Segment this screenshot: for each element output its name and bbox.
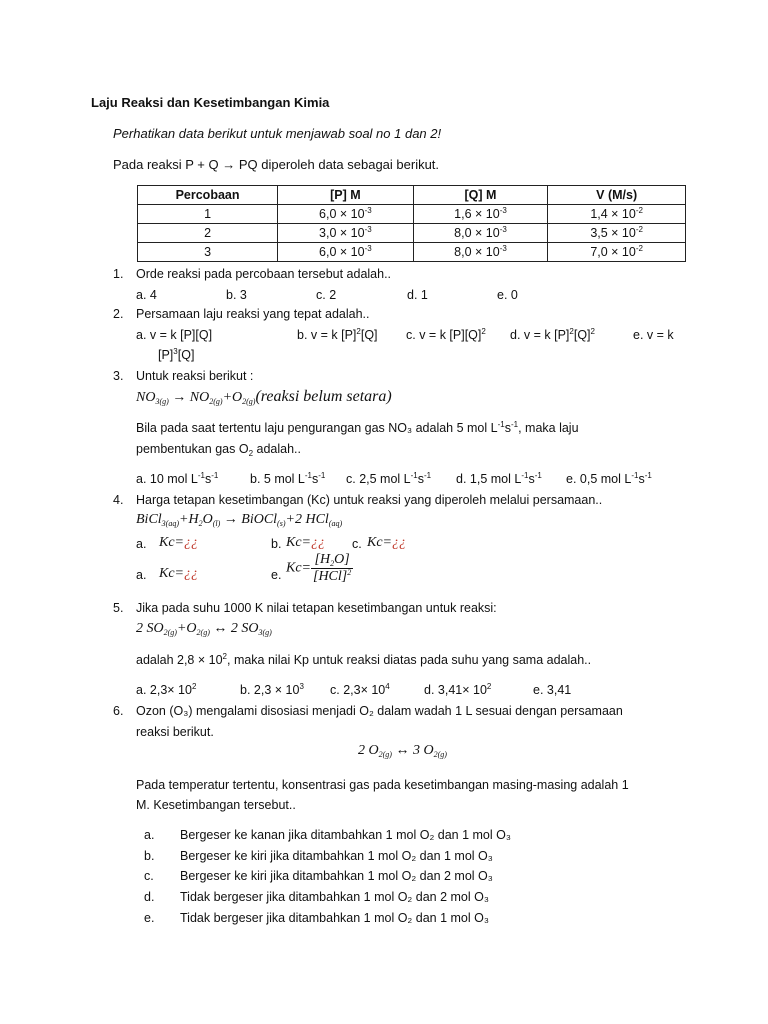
q1-option-a: a. 4 [136, 288, 157, 302]
q2-option-c: c. v = k $[P][Q]^2$ [406, 327, 486, 342]
q1-option-b: b. 3 [226, 288, 247, 302]
trial-cell: 2 [138, 224, 278, 243]
column-header: Percobaan [138, 186, 278, 205]
p-cell: $3,0 \times 10^{-3}$ [278, 224, 414, 243]
table-header-row [138, 186, 686, 205]
q3-paragraph-line-1: Bila pada saat tertentu laju pengurangan gas NO₃ adalah 5 mol $L^{-1}s^{-1}$, maka laju [136, 420, 579, 435]
q5-option-a: a. $2,3\times 10^2$ [136, 682, 197, 697]
question-6-text-line-2: reaksi berikut. [136, 725, 214, 739]
q3-option-e: e. 0,5 mol $L^{-1}s^{-1}$ [566, 471, 652, 486]
q1-option-d: d. 1 [407, 288, 428, 302]
table-row [138, 205, 686, 224]
q-cell: $1,6 \times 10^{-3}$ [413, 205, 548, 224]
q2-option-d: d. v = k $[P]^2[Q]^2$ [510, 327, 595, 342]
q5-option-d: d. $3,41\times 10^2$ [424, 682, 492, 697]
trial-cell: 3 [138, 243, 278, 262]
question-2-text: Persamaan laju reaksi yang tepat adalah.. [136, 307, 370, 321]
q3-paragraph-line-2: pembentukan gas $O_2$ adalah.. [136, 442, 301, 458]
q6-paragraph-line-2: M. Kesetimbangan tersebut.. [136, 798, 296, 812]
q5-paragraph: adalah $2,8 \times 10^2$, maka nilai Kp untuk reaksi diatas pada suhu yang sama adalah.. [136, 652, 592, 667]
v-cell: $3,5 \times 10^{-2}$ [548, 224, 686, 243]
column-header: [P] M [278, 186, 414, 205]
q-cell: $8,0 \times 10^{-3}$ [413, 243, 548, 262]
q3-option-c: c. 2,5 mol $L^{-1}s^{-1}$ [346, 471, 432, 486]
question-2-number: 2. [113, 307, 124, 321]
question-1-number: 1. [113, 267, 124, 281]
q6-option-b-label: b. [144, 849, 155, 863]
q2-option-e-continued: $[P]^3[Q]$ [158, 347, 195, 362]
q4-option-a2: Kc=¿¿ [159, 566, 198, 581]
q3-option-b: b. 5 mol $L^{-1}s^{-1}$ [250, 471, 326, 486]
q4-option-a-label: a. [136, 537, 147, 551]
fraction-numerator: $[H_2O]$ [311, 552, 353, 569]
q6-option-b: Bergeser ke kiri jika ditambahkan 1 mol O₂ dan 1 mol O₃ [180, 849, 493, 863]
q2-option-e: e. v = k [633, 328, 674, 342]
q6-option-a: Bergeser ke kanan jika ditambahkan 1 mol O₂ dan 1 mol O₃ [180, 828, 511, 842]
q4-option-b: Kc=¿¿ [286, 535, 325, 550]
q2-option-b: b. v = k $[P]^2[Q]$ [297, 327, 378, 342]
column-header: [Q] M [413, 186, 548, 205]
question-1-text: Orde reaksi pada percobaan tersebut adalah.. [136, 267, 392, 281]
v-cell: $1,4 \times 10^{-2}$ [548, 205, 686, 224]
q6-option-d-label: d. [144, 890, 155, 904]
q4-option-c-label: c. [352, 537, 362, 551]
trial-cell: 1 [138, 205, 278, 224]
q1-option-e: e. 0 [497, 288, 518, 302]
question-6-text-line-1: Ozon (O₃) mengalami disosiasi menjadi O₂ dalam wadah 1 L sesuai dengan persamaan [136, 704, 623, 718]
q6-option-d: Tidak bergeser jika ditambahkan 1 mol O₂ dan 2 mol O₃ [180, 890, 489, 904]
intro-text: Pada reaksi P + Q → PQ diperoleh data sebagai berikut. [113, 157, 440, 172]
q6-option-e-label: e. [144, 911, 155, 925]
table-row [138, 243, 686, 262]
question-3-number: 3. [113, 369, 124, 383]
q4-option-b-label: b. [271, 537, 282, 551]
question-5-text: Jika pada suhu 1000 K nilai tetapan kesetimbangan untuk reaksi: [136, 601, 497, 615]
question-5-number: 5. [113, 601, 124, 615]
q6-option-c: Bergeser ke kiri jika ditambahkan 1 mol O₂ dan 2 mol O₃ [180, 869, 493, 883]
question-3-text: Untuk reaksi berikut : [136, 369, 254, 383]
q4-option-e-label: e. [271, 568, 282, 582]
page-title: Laju Reaksi dan Kesetimbangan Kimia [91, 95, 330, 110]
q3-equation: $NO_{3(g)}$ → $NO_{2(g)}+O_{2(g)}(reaksi$ belum setara) [136, 388, 392, 406]
v-cell: $7,0 \times 10^{-2}$ [548, 243, 686, 262]
q6-option-e: Tidak bergeser jika ditambahkan 1 mol O₂ dan 1 mol O₃ [180, 911, 489, 925]
q6-paragraph-line-1: Pada temperatur tertentu, konsentrasi gas pada kesetimbangan masing-masing adalah 1 [136, 778, 629, 792]
q4-option-c: Kc=¿¿ [367, 535, 406, 550]
p-cell: $6,0 \times 10^{-3}$ [278, 243, 414, 262]
fraction-denominator: [HCl]$^2$ [313, 568, 352, 584]
q6-option-c-label: c. [144, 869, 154, 883]
q4-option-a: Kc=¿¿ [159, 535, 198, 550]
q4-equation: $BiCl_{3(aq)}+H_2O_{(l)}$ → BiOCl$_{(s)}$+2 HCl$_{(aq)}$ [136, 512, 343, 528]
q3-option-a: a. 10 mol $L^{-1}s^{-1}$ [136, 471, 219, 486]
question-6-number: 6. [113, 704, 124, 718]
q5-option-e: e. 3,41 [533, 683, 572, 697]
q4-option-a2-label: a. [136, 568, 147, 582]
question-4-number: 4. [113, 493, 124, 507]
q1-option-c: c. 2 [316, 288, 337, 302]
q3-option-d: d. 1,5 mol $L^{-1}s^{-1}$ [456, 471, 542, 486]
table-row [138, 224, 686, 243]
q2-option-a: a. v = k [P][Q] [136, 328, 213, 342]
q-cell: $8,0 \times 10^{-3}$ [413, 224, 548, 243]
question-4-text: Harga tetapan kesetimbangan (Kc) untuk reaksi yang diperoleh melalui persamaan.. [136, 493, 603, 507]
instruction: Perhatikan data berikut untuk menjawab soal no 1 dan 2! [113, 126, 442, 141]
q5-equation: 2 $SO_{2(g)}+O_{2(g)}$ ↔ 2 $SO_{3(g)}$ [136, 621, 272, 637]
data-table [137, 185, 686, 262]
column-header: V (M/s) [548, 186, 686, 205]
q5-option-c: c. $2,3\times 10^4$ [330, 682, 390, 697]
q4-option-e: Kc= $\frac{[H_2O]}{[HCl]^2}$ [286, 552, 352, 584]
q6-equation: 2 $O_{2(g)}$ ↔ 3 $O_{2(g)}$ [358, 743, 447, 759]
q5-option-b: b. $2,3 \times 10^3$ [240, 682, 304, 697]
kc-fraction [311, 552, 353, 585]
q6-option-a-label: a. [144, 828, 155, 842]
p-cell: $6,0 \times 10^{-3}$ [278, 205, 414, 224]
